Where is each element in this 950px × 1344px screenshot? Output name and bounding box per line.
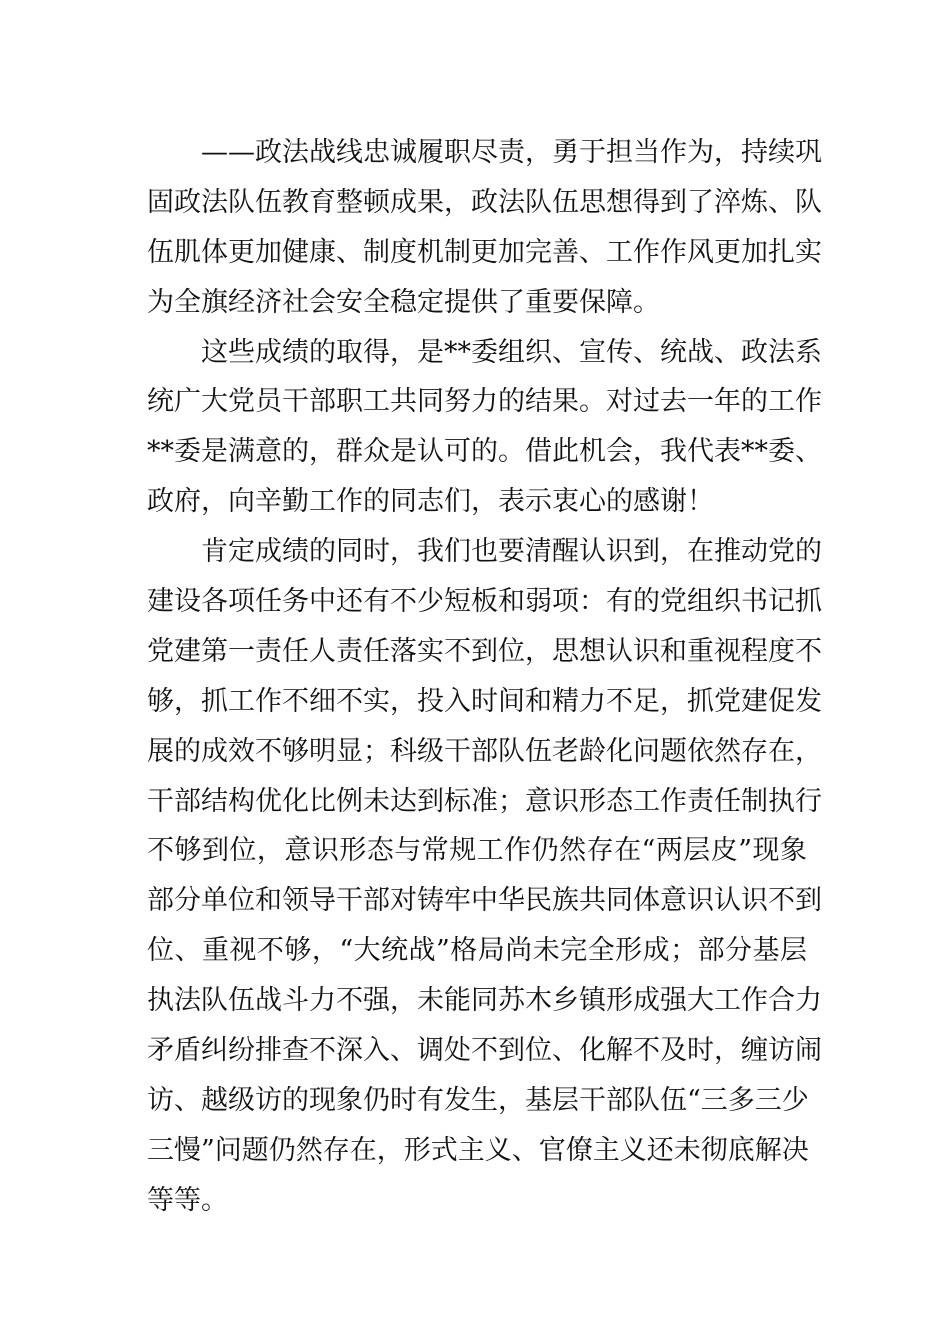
paragraph-line: 政府，向辛勤工作的同志们，表示衷心的感谢！ xyxy=(147,486,714,518)
paragraph-line: 固政法队伍教育整顿成果，政法队伍思想得到了淬炼、队 xyxy=(147,186,822,218)
paragraph-line: **委是满意的，群众是认可的。借此机会，我代表**委、 xyxy=(147,436,822,468)
paragraph-line: 三慢”问题仍然存在，形式主义、官僚主义还未彻底解决 xyxy=(147,1134,809,1166)
paragraph-line: 矛盾纠纷排查不深入、调处不到位、化解不及时，缠访闹 xyxy=(147,1035,822,1067)
paragraph-line: 不够到位，意识形态与常规工作仍然存在“两层皮”现象 xyxy=(147,835,807,867)
paragraph-political-legal xyxy=(147,128,822,328)
paragraph-line: 执法队伍战斗力不强，未能同苏木乡镇形成强大工作合力 xyxy=(147,985,822,1017)
paragraph-achievements xyxy=(147,328,822,528)
paragraph-line: 够，抓工作不细不实，投入时间和精力不足，抓党建促发 xyxy=(147,685,822,717)
paragraph-line: 为全旗经济社会安全稳定提供了重要保障。 xyxy=(147,286,660,318)
paragraph-line: 展的成效不够明显；科级干部队伍老龄化问题依然存在， xyxy=(147,735,822,767)
paragraph-line: 肯定成绩的同时，我们也要清醒认识到，在推动党的 xyxy=(201,536,822,568)
paragraph-line: 统广大党员干部职工共同努力的结果。对过去一年的工作 xyxy=(147,386,822,418)
paragraph-shortcomings xyxy=(147,527,822,1225)
paragraph-line: 等等。 xyxy=(147,1184,228,1216)
paragraph-line: 干部结构优化比例未达到标准；意识形态工作责任制执行 xyxy=(147,785,822,817)
paragraph-line: 党建第一责任人责任落实不到位，思想认识和重视程度不 xyxy=(147,635,822,667)
paragraph-line: 访、越级访的现象仍时有发生，基层干部队伍“三多三少 xyxy=(147,1084,809,1116)
paragraph-line: 位、重视不够，“大统战”格局尚未完全形成；部分基层 xyxy=(147,935,807,967)
paragraph-line: ——政法战线忠诚履职尽责，勇于担当作为，持续巩 xyxy=(201,137,822,168)
paragraph-line: 这些成绩的取得，是**委组织、宣传、统战、政法系 xyxy=(201,336,822,368)
paragraph-line: 部分单位和领导干部对铸牢中华民族共同体意识认识不到 xyxy=(147,885,822,917)
document-body xyxy=(147,128,822,1226)
paragraph-line: 建设各项任务中还有不少短板和弱项：有的党组织书记抓 xyxy=(147,586,822,618)
paragraph-line: 伍肌体更加健康、制度机制更加完善、工作作风更加扎实 xyxy=(147,236,822,268)
